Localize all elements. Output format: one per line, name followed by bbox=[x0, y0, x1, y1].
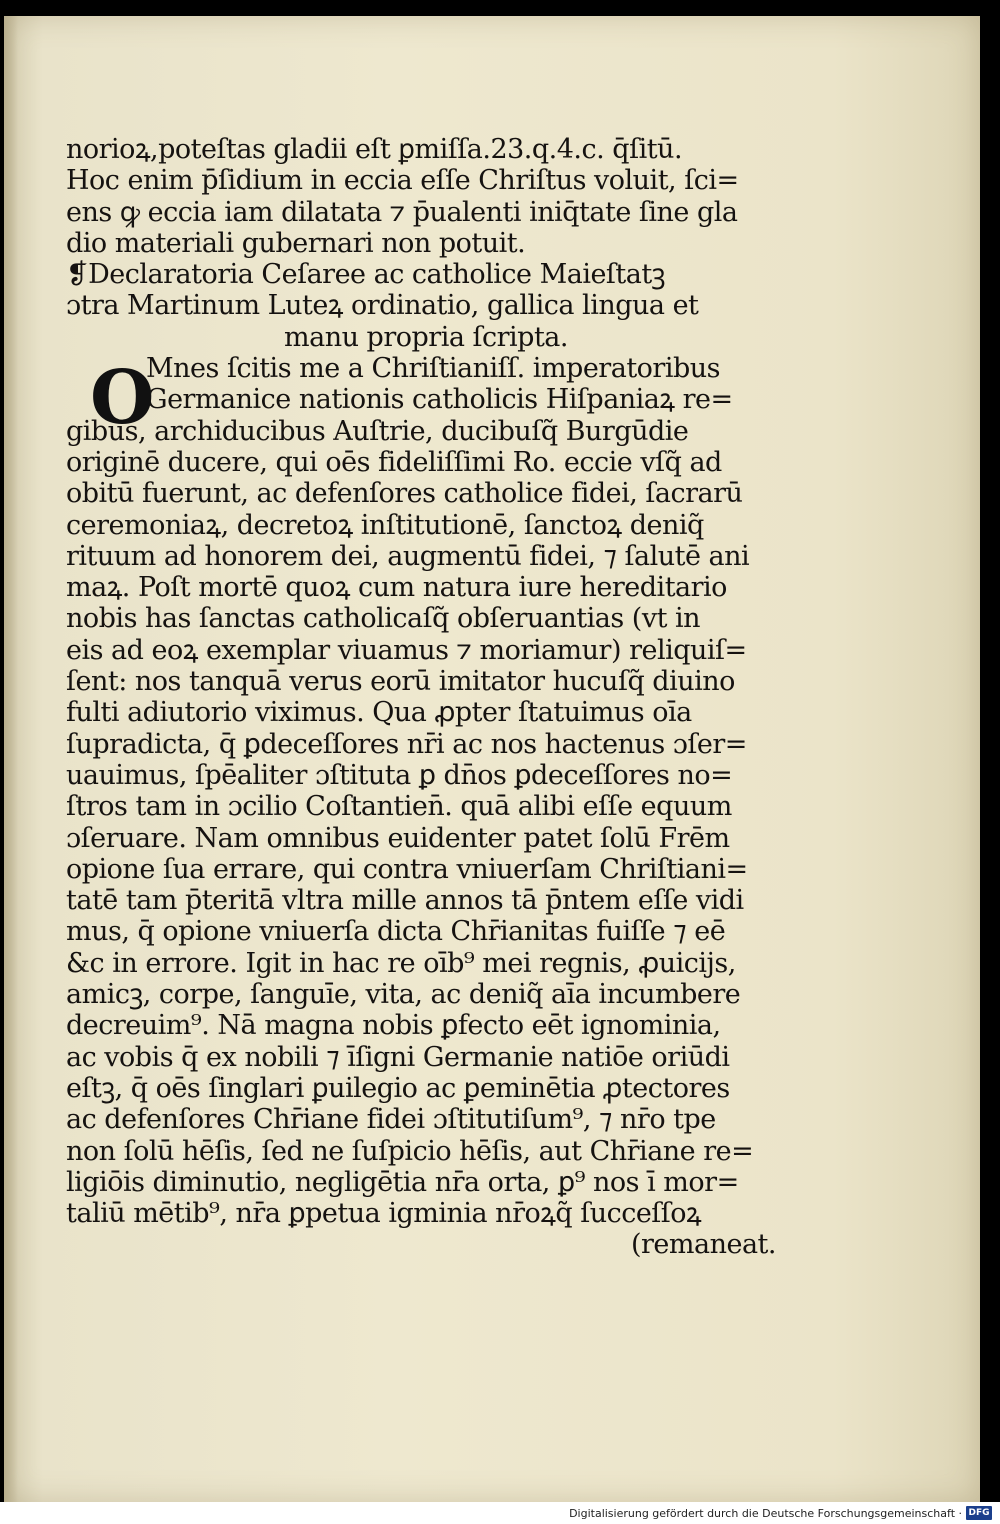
text-line: maꝝ. Poſt mortē quoꝝ cum natura iure hereditario bbox=[66, 572, 727, 604]
text-line: decreuim⁹. Nā magna nobis ꝑfecto eēt ignominia, bbox=[66, 1010, 721, 1042]
text-line: gibus, archiducibus Auſtrie, ducibuſq̃ Burgūdie bbox=[66, 415, 689, 447]
text-line: rituum ad honorem dei, augmentū fidei, ⁊ ſalutē ani bbox=[66, 540, 750, 572]
text-line: dio materiali gubernari non potuit. bbox=[66, 227, 526, 259]
text-line: ac vobis q̄ ex nobili ⁊ īſigni Germanie natiōe oriūdi bbox=[66, 1041, 730, 1073]
text-line: originē ducere, qui oēs fideliſſimi Ro. eccie vſq̃ ad bbox=[66, 446, 722, 478]
footer-bar bbox=[0, 1502, 1000, 1524]
text-line: ɔſeruare. Nam omnibus euidenter patet ſolū Frēm bbox=[66, 822, 730, 854]
catchword: (remaneat. bbox=[630, 1229, 776, 1261]
text-line: ens ꝙ eccia iam dilatata ⁊ p̄ualenti iniq̄tate ſine gla bbox=[66, 196, 738, 228]
text-line: ceremoniaꝝ, decretoꝝ inſtitutionē, ſanctoꝝ deniq̃ bbox=[66, 509, 704, 541]
text-line: uauimus, ſpēaliter ɔſtituta ꝑ dn̄os ꝑdeceſſores no= bbox=[66, 759, 733, 791]
text-line: amicꝫ, corpe, ſanguīe, vita, ac deniq̃ aīa incumbere bbox=[66, 979, 741, 1011]
heading-line: ɔtra Martinum Luteꝝ ordinatio, gallica lingua et bbox=[66, 290, 699, 322]
text-line: nobis has ſanctas catholicaſq̃ obſeruantias (vt in bbox=[66, 603, 701, 635]
page-gutter-shadow bbox=[4, 16, 18, 1502]
text-line: non ſolū hēſis, ſed ne ſuſpicio hēſis, aut Chr̄iane re= bbox=[66, 1135, 754, 1167]
drop-cap: O bbox=[90, 355, 154, 442]
text-line: ligiōis diminutio, negligētia nr̄a orta, ꝑ⁹ nos ī mor= bbox=[66, 1166, 739, 1198]
text-line: mus, q̄ opione vniuerſa dicta Chr̄ianitas fuiſſe ⁊ eē bbox=[66, 916, 726, 948]
text-line: Hoc enim p̄ſidium in eccia eſſe Chriſtus voluit, ſci= bbox=[66, 165, 739, 197]
page-text-block bbox=[66, 134, 786, 1261]
text-line: Germanice nationis catholicis Hiſpaniaꝝ re= bbox=[146, 384, 733, 416]
book-page bbox=[4, 16, 980, 1502]
text-line: taliū mētib⁹, nr̄a ꝑpetua igminia nr̄oꝝq̃ ſucceſſoꝝ bbox=[66, 1198, 702, 1230]
text-line: ſent: nos tanquā verus eorū imitator hucuſq̃ diuino bbox=[66, 666, 735, 698]
text-line: eis ad eoꝝ exemplar viuamus ⁊ moriamur) reliquiſ= bbox=[66, 634, 747, 666]
dfg-logo-icon: DFG bbox=[966, 1506, 992, 1520]
text-line: opione ſua errare, qui contra vniuerſam Chriſtiani= bbox=[66, 853, 748, 885]
text-line: ſtros tam in ɔcilio Coſtantien̄. quā alibi eſſe equum bbox=[66, 791, 732, 823]
text-line: ſupradicta, q̄ ꝑdeceſſores nr̄i ac nos hactenus ɔſer= bbox=[66, 728, 747, 760]
footer-credit: Digitalisierung gefördert durch die Deutsche Forschungsgemeinschaft · bbox=[569, 1507, 962, 1520]
text-line: fulti adiutorio viximus. Qua ꝓpter ſtatuimus oīa bbox=[66, 697, 692, 729]
text-line: tatē tam p̄teritā vltra mille annos tā p̄ntem eſſe vidi bbox=[66, 885, 744, 917]
text-line: obitū fuerunt, ac defenſores catholice fidei, ſacrarū bbox=[66, 478, 743, 510]
text-line: eſtꝫ, q̄ oēs ſinglari ꝑuilegio ac ꝑeminētia ꝓtectores bbox=[66, 1072, 730, 1104]
text-line: Mnes ſcitis me a Chriſtianiſſ. imperatoribus bbox=[146, 353, 720, 385]
text-line: norioꝝ,poteſtas gladii eſt ꝑmiſſa.23.q.4.c. q̄ſitū. bbox=[66, 134, 683, 165]
heading-center-line: manu propria ſcripta. bbox=[284, 321, 568, 353]
text-line: &c in errore. Igit̄ in hac re oīb⁹ mei regnis, ꝓuicijs, bbox=[66, 947, 736, 979]
heading-line: ❡Declaratoria Ceſaree ac catholice Maieſtatꝫ bbox=[66, 259, 666, 291]
paragraph-with-drop-cap bbox=[66, 353, 786, 447]
text-line: ac defenſores Chr̄iane fidei ɔſtitutiſum⁹, ⁊ nr̄o tpe bbox=[66, 1104, 716, 1136]
